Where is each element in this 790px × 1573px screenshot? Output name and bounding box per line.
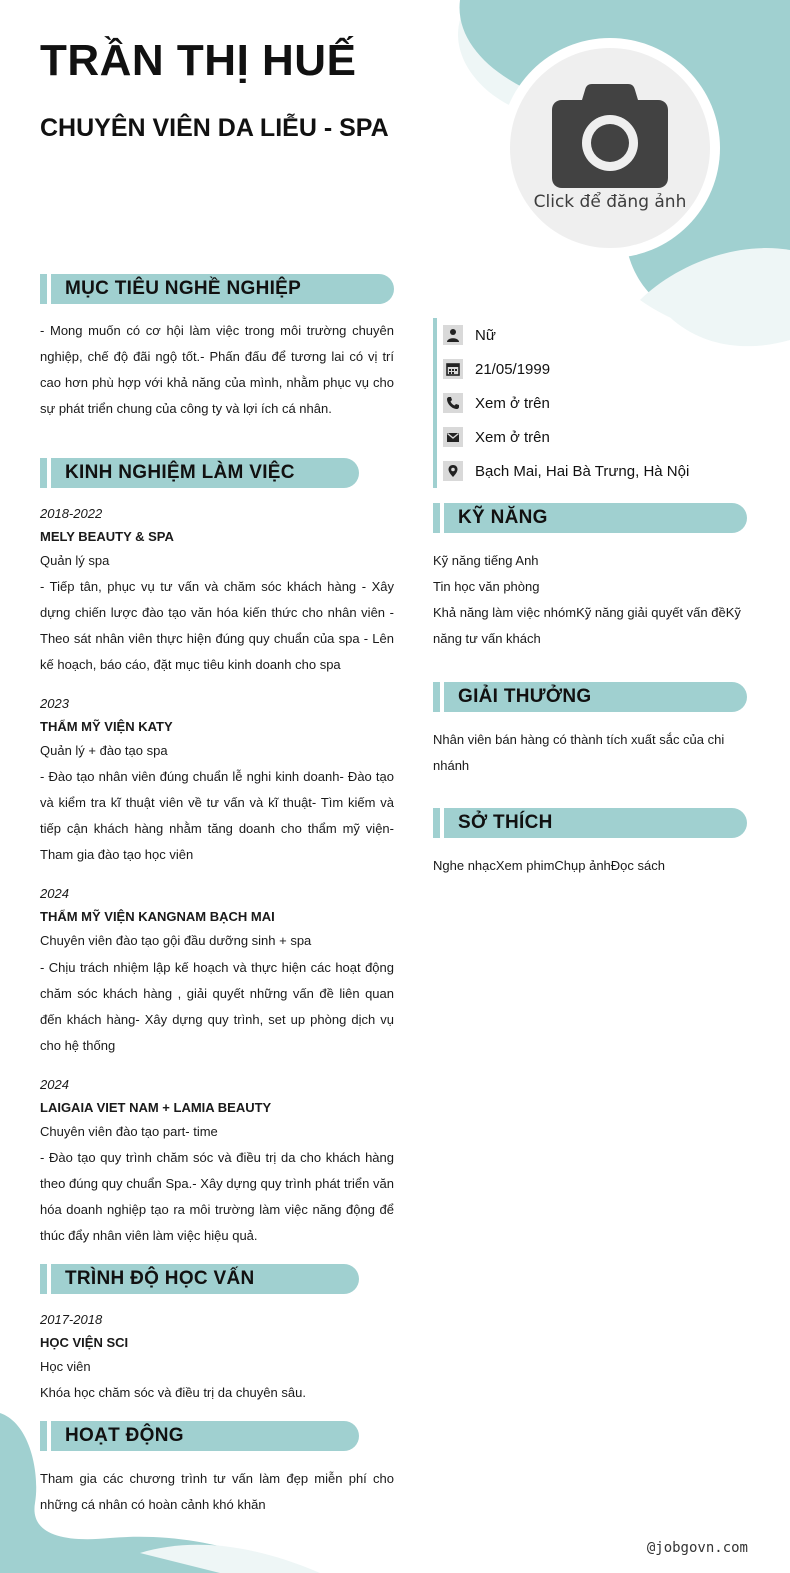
activities-text: Tham gia các chương trình tư vấn làm đẹp miễn phí cho những cá nhân có hoàn cảnh khó khăn: [40, 1471, 394, 1512]
awards-heading: [433, 682, 747, 712]
calendar-icon: [443, 359, 463, 379]
awards-title: GIẢI THƯỞNG: [444, 682, 747, 712]
contact-phone: [443, 386, 753, 420]
awards-text: Nhân viên bán hàng có thành tích xuất sắc của chi nhánh: [433, 732, 725, 773]
activities-title: HOẠT ĐỘNG: [51, 1421, 359, 1451]
contact-birthday: [443, 352, 753, 386]
job-date: 2018-2022: [40, 506, 103, 521]
experience-title: KINH NGHIỆM LÀM VIỆC: [51, 458, 359, 488]
job-description: - Tiếp tân, phục vụ tư vấn và chăm sóc khách hàng - Xây dựng chiến lược đào tạo văn hóa kiến thức cho nhân viên - Theo sát nhân viên thực hiện đúng quy chuẩn của spa - Lên kế hoạch, báo cáo, đặt mục tiêu kinh doanh cho spa: [40, 579, 394, 672]
contact-gender: [443, 318, 753, 352]
skills-heading: [433, 503, 747, 533]
job-description: - Chịu trách nhiệm lập kế hoạch và thực hiện các hoạt động chăm sóc khách hàng , giải quyết những vấn đề liên quan đến khách hàng- Xây dựng quy trình, set up phòng dịch vụ cho hệ thống: [40, 960, 394, 1053]
email-text: Xem ở trên: [475, 428, 550, 446]
education-role: Học viên: [40, 1359, 91, 1374]
footer-watermark: @jobgovn.com: [646, 1540, 748, 1556]
education-school: HỌC VIỆN SCI: [40, 1335, 129, 1350]
photo-placeholder[interactable]: [510, 48, 710, 248]
skill-item: Tin học văn phòng: [433, 579, 540, 594]
birthday-text: 21/05/1999: [475, 360, 551, 378]
job-role: Quản lý + đào tạo spa: [40, 743, 168, 758]
job-description: - Đào tạo nhân viên đúng chuẩn lễ nghi kinh doanh- Đào tạo và kiểm tra kĩ thuật viên về tư vấn và kĩ thuật- Tìm kiếm và tiếp cận khách hàng nhằm tăng doanh cho thẩm mỹ viện- Tham gia đào tạo học viên: [40, 769, 394, 862]
education-description: Khóa học chăm sóc và điều trị da chuyên sâu.: [40, 1385, 306, 1400]
email-icon: [443, 427, 463, 447]
education-date: 2017-2018: [40, 1312, 103, 1327]
objective-title: MỤC TIÊU NGHỀ NGHIỆP: [51, 274, 394, 304]
phone-text: Xem ở trên: [475, 394, 550, 412]
contact-email: [443, 420, 753, 454]
camera-icon: [550, 84, 670, 188]
hobbies-heading: [433, 808, 747, 838]
candidate-position: CHUYÊN VIÊN DA LIỄU - SPA: [40, 114, 389, 142]
job-company: MELY BEAUTY & SPA: [40, 529, 174, 544]
location-icon: [443, 461, 463, 481]
person-icon: [443, 325, 463, 345]
job-company: THẨM MỸ VIỆN KATY: [40, 719, 173, 734]
skill-item: Kỹ năng tiếng Anh: [433, 553, 539, 568]
hobbies-title: SỞ THÍCH: [444, 808, 747, 838]
job-role: Chuyên viên đào tạo gội đầu dưỡng sinh + spa: [40, 933, 312, 948]
photo-upload-label: Click để đăng ảnh: [533, 192, 687, 212]
experience-heading: [40, 458, 359, 488]
job-company: LAIGAIA VIET NAM + LAMIA BEAUTY: [40, 1100, 272, 1115]
job-role: Chuyên viên đào tạo part- time: [40, 1124, 218, 1139]
contact-address: [443, 454, 753, 488]
job-date: 2024: [40, 1077, 69, 1092]
job-description: - Đào tạo quy trình chăm sóc và điều trị da cho khách hàng theo đúng quy chuẩn Spa.- Xây dựng quy trình phát triển văn hóa doanh nghiệp tạo ra môi trường làm việc năng động để thúc đẩy nhân viên làm việc hiệu quả.: [40, 1150, 394, 1243]
skills-title: KỸ NĂNG: [444, 503, 747, 533]
phone-icon: [443, 393, 463, 413]
objective-text: - Mong muốn có cơ hội làm việc trong môi trường chuyên nghiệp, chế độ đãi ngộ tốt.- Phấn đấu để tương lai có vị trí cao hơn phù hợp với khả năng của mình, nhằm phục vụ cho sự phát triển chung của công ty và lợi ích cá nhân.: [40, 323, 394, 416]
skill-item: Khả năng làm việc nhómKỹ năng giải quyết vấn đềKỹ năng tư vấn khách: [433, 605, 741, 646]
hobbies-text: Nghe nhạcXem phimChụp ảnhĐọc sách: [433, 858, 665, 873]
job-date: 2024: [40, 886, 69, 901]
photo-upload[interactable]: [500, 38, 720, 258]
objective-heading: [40, 274, 394, 304]
candidate-name: TRẦN THỊ HUẾ: [40, 36, 357, 85]
contact-list: [433, 318, 753, 488]
activities-heading: [40, 1421, 359, 1451]
address-text: Bạch Mai, Hai Bà Trưng, Hà Nội: [475, 462, 690, 480]
job-company: THẨM MỸ VIỆN KANGNAM BẠCH MAI: [40, 909, 275, 924]
job-role: Quản lý spa: [40, 553, 110, 568]
job-date: 2023: [40, 696, 69, 711]
education-title: TRÌNH ĐỘ HỌC VẤN: [51, 1264, 359, 1294]
gender-text: Nữ: [475, 326, 496, 344]
education-heading: [40, 1264, 359, 1294]
